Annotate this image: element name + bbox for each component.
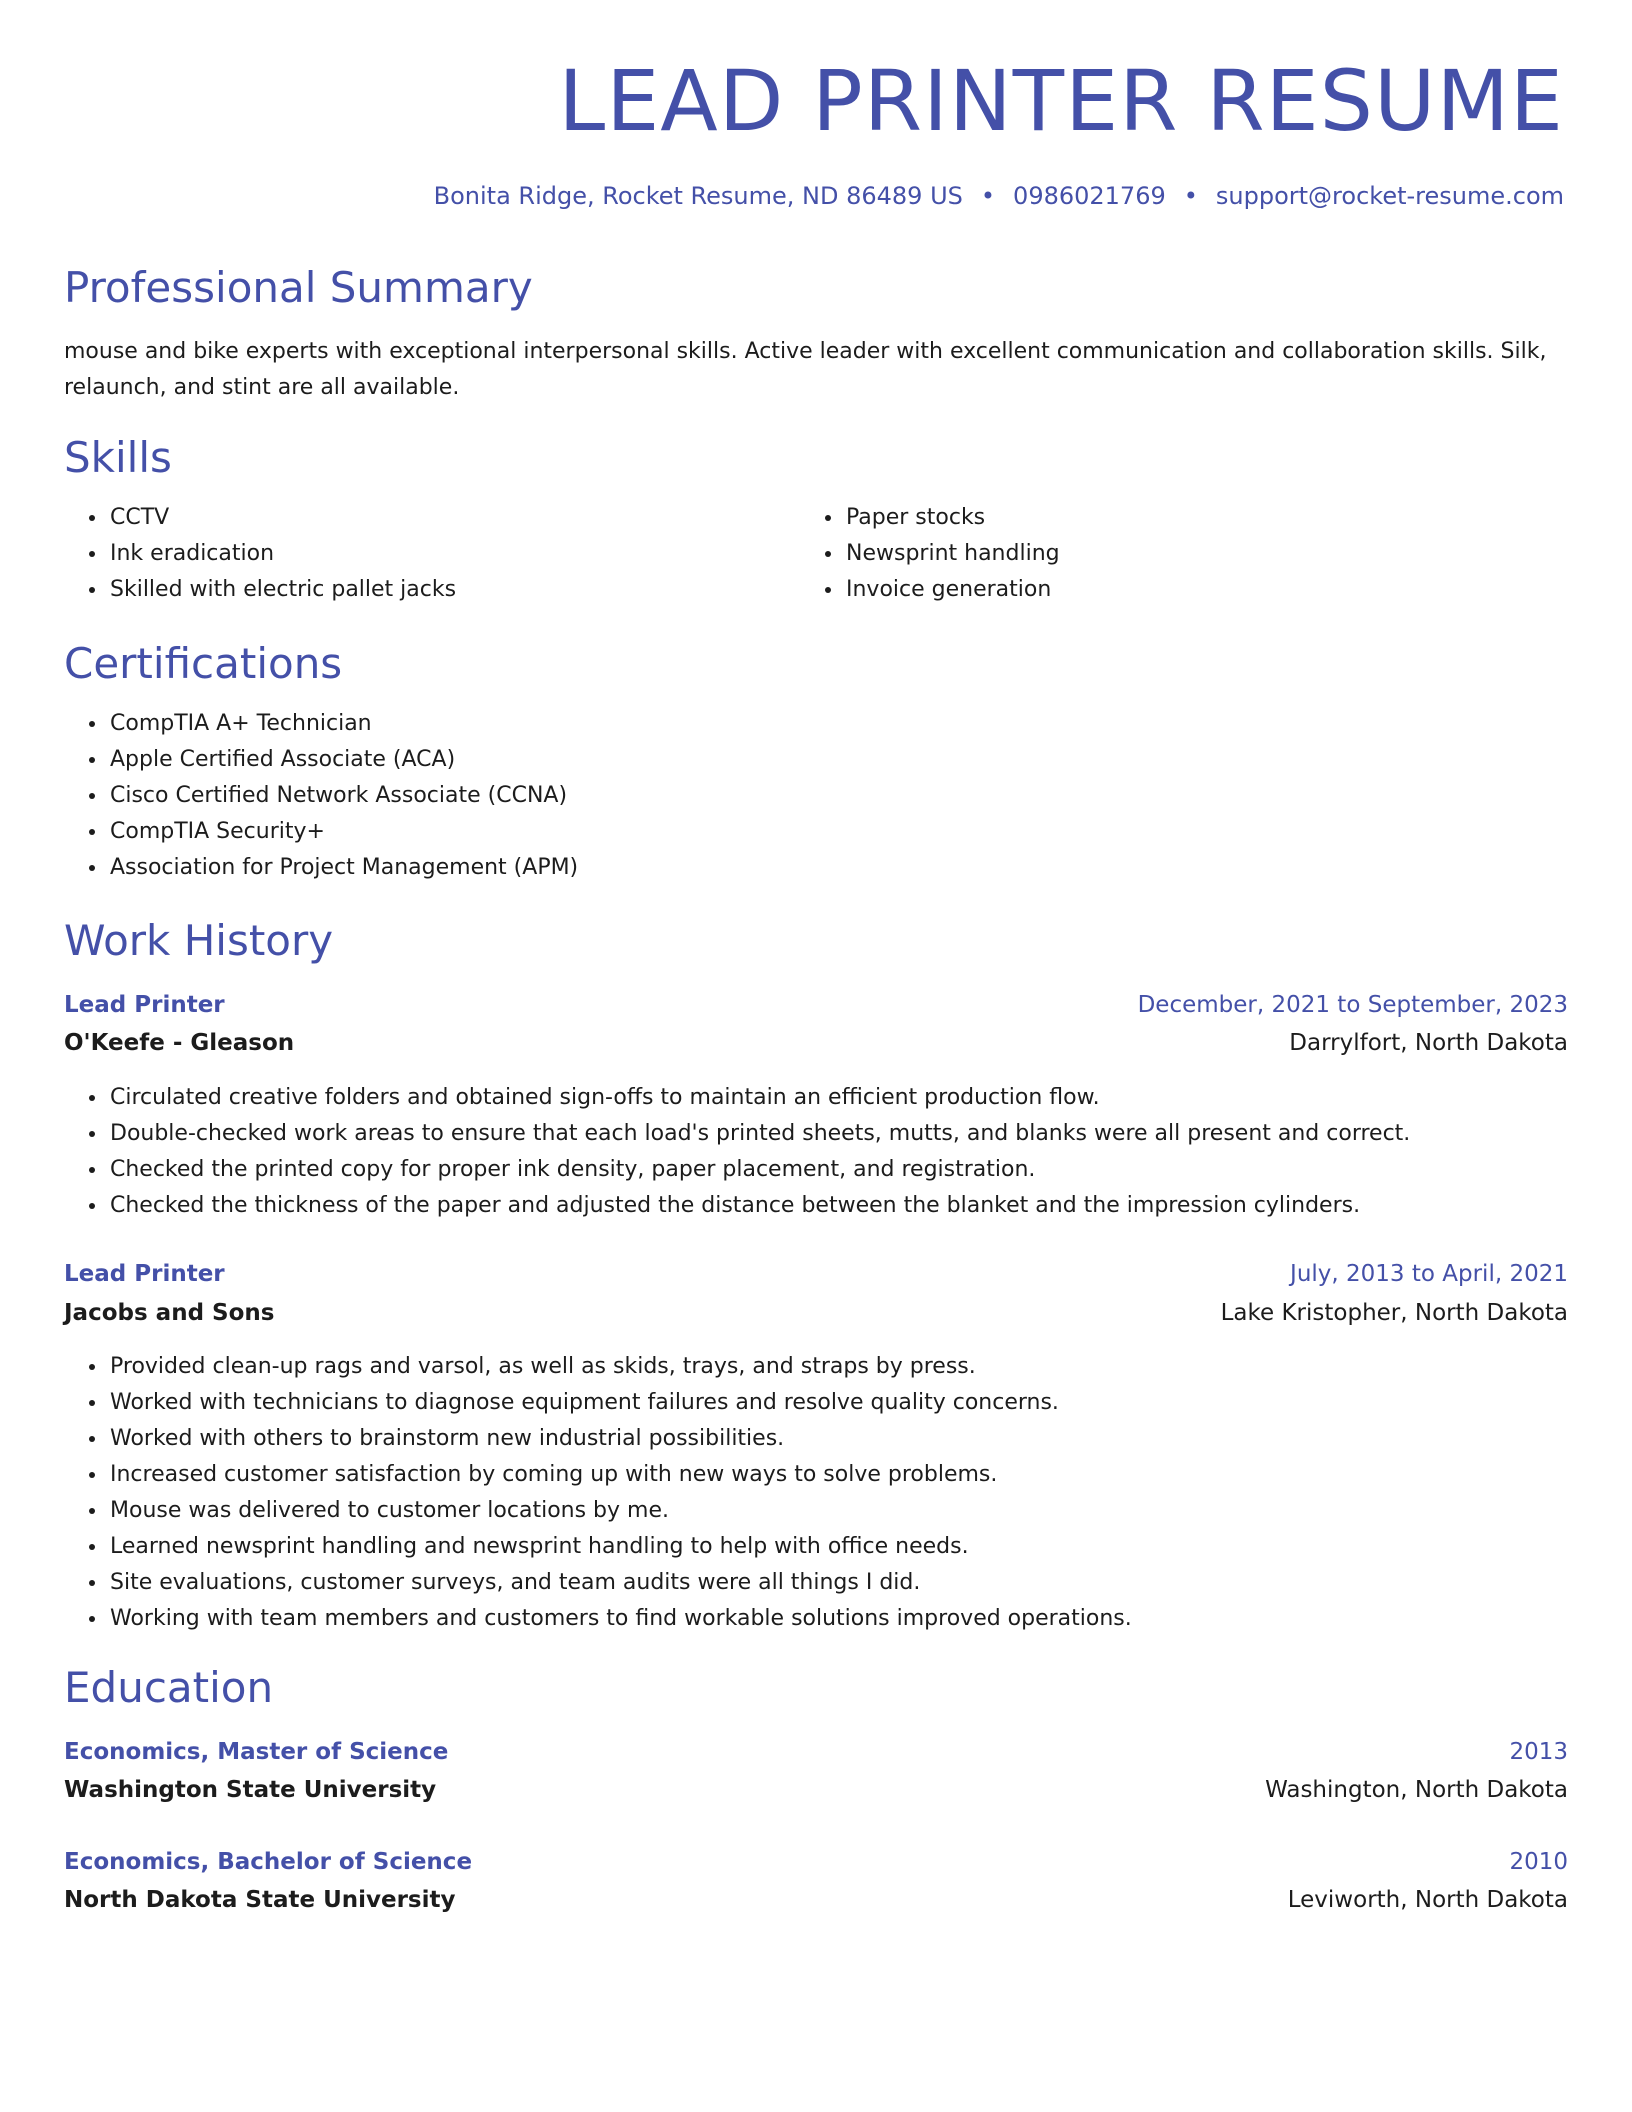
job-bullet: • Double-checked work areas to ensure that each load's printed sheets, mutts, and blanks were all present and correct.	[108, 1116, 1410, 1152]
job-bullet: • Checked the printed copy for proper ink density, paper placement, and registration.	[108, 1152, 1410, 1188]
job-location: Lake Kristopher, North Dakota	[1220, 1300, 1568, 1326]
job-bullet: • Provided clean-up rags and varsol, as well as skids, trays, and straps by press.	[108, 1349, 1132, 1385]
contact-separator: •	[1183, 182, 1198, 210]
education-degree: Economics, Bachelor of Science	[64, 1849, 473, 1875]
job-title: Lead Printer	[64, 992, 225, 1018]
contact-separator: •	[980, 182, 996, 210]
skill-item: • Newsprint handling	[844, 536, 1060, 572]
certification-item: • Association for Project Management (APM)	[108, 850, 578, 886]
work-history-heading: Work History	[64, 916, 334, 965]
job-bullet: • Working with team members and customers to find workable solutions improved operations.	[108, 1601, 1132, 1637]
certification-item: • CompTIA A+ Technician	[108, 706, 578, 742]
summary-heading: Professional Summary	[64, 263, 533, 312]
job-dates: December, 2021 to September, 2023	[1137, 992, 1568, 1018]
job-bullet: • Increased customer satisfaction by coming up with new ways to solve problems.	[108, 1457, 1132, 1493]
skills-list-left	[64, 500, 456, 608]
skill-item: • Invoice generation	[844, 572, 1060, 608]
skills-list-right	[800, 500, 1060, 608]
resume-title: LEAD PRINTER RESUME	[558, 52, 1564, 150]
job-company: Jacobs and Sons	[64, 1300, 275, 1326]
job-bullet: • Circulated creative folders and obtained sign-offs to maintain an efficient production flow.	[108, 1080, 1410, 1116]
skill-item: • Ink eradication	[108, 536, 456, 572]
job-dates: July, 2013 to April, 2021	[1290, 1261, 1568, 1287]
job-bullet: • Checked the thickness of the paper and adjusted the distance between the blanket and the impression cylinders.	[108, 1188, 1410, 1224]
certifications-list	[64, 706, 578, 886]
job-bullet: • Site evaluations, customer surveys, and team audits were all things I did.	[108, 1565, 1132, 1601]
education-year: 2013	[1509, 1739, 1568, 1765]
contact-phone: 0986021769	[1013, 182, 1166, 210]
education-location: Washington, North Dakota	[1265, 1777, 1568, 1803]
certifications-heading: Certifications	[64, 639, 343, 688]
job-bullets	[64, 1080, 1410, 1224]
education-school: Washington State University	[64, 1777, 437, 1803]
job-location: Darrylfort, North Dakota	[1289, 1030, 1568, 1056]
education-school: North Dakota State University	[64, 1887, 456, 1913]
skill-item: • Paper stocks	[844, 500, 1060, 536]
certification-item: • Apple Certified Associate (ACA)	[108, 742, 578, 778]
contact-address: Bonita Ridge, Rocket Resume, ND 86489 US	[433, 182, 963, 210]
education-degree: Economics, Master of Science	[64, 1739, 449, 1765]
contact-line	[434, 180, 1564, 212]
education-heading: Education	[64, 1663, 274, 1712]
job-bullet: • Mouse was delivered to customer locations by me.	[108, 1493, 1132, 1529]
job-bullet: • Worked with others to brainstorm new industrial possibilities.	[108, 1421, 1132, 1457]
skill-item: • Skilled with electric pallet jacks	[108, 572, 456, 608]
job-bullets	[64, 1349, 1132, 1637]
education-year: 2010	[1509, 1849, 1568, 1875]
job-title: Lead Printer	[64, 1261, 225, 1287]
job-company: O'Keefe - Gleason	[64, 1030, 295, 1056]
education-location: Leviworth, North Dakota	[1287, 1887, 1568, 1913]
certification-item: • Cisco Certified Network Associate (CCNA)	[108, 778, 578, 814]
skills-heading: Skills	[64, 433, 172, 482]
certification-item: • CompTIA Security+	[108, 814, 578, 850]
summary-text: mouse and bike experts with exceptional interpersonal skills. Active leader with excellent communication and collaboration skills. Silk, relaunch, and stint are all available.	[64, 339, 1547, 400]
skill-item: • CCTV	[108, 500, 456, 536]
job-bullet: • Worked with technicians to diagnose equipment failures and resolve quality concerns.	[108, 1385, 1132, 1421]
job-bullet: • Learned newsprint handling and newsprint handling to help with office needs.	[108, 1529, 1132, 1565]
contact-email[interactable]: support@rocket-resume.com	[1215, 182, 1564, 210]
